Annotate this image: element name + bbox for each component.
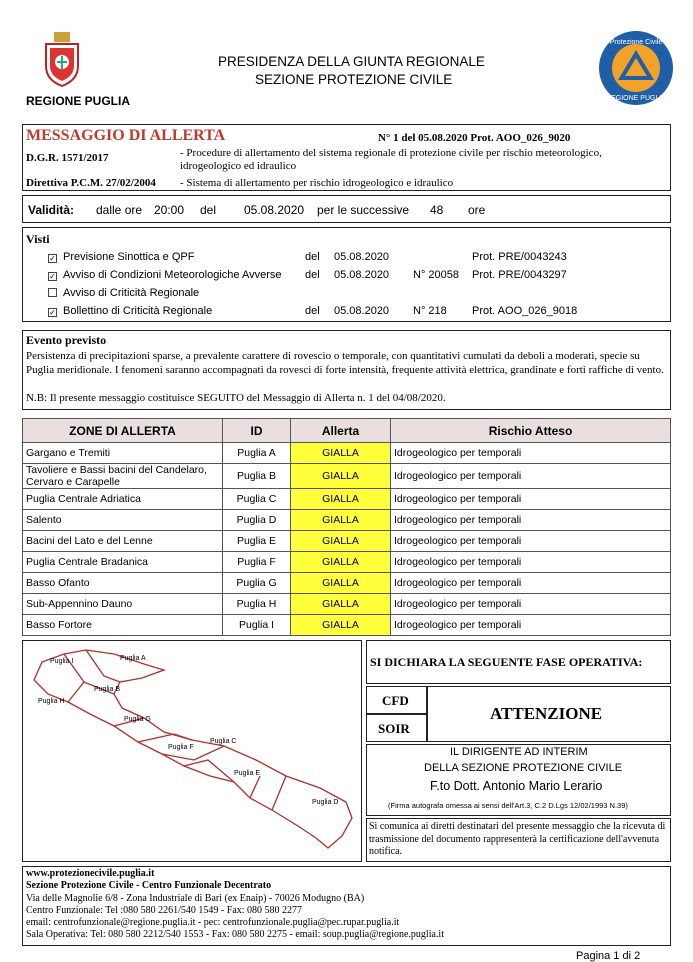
evento-heading: Evento previsto — [26, 333, 107, 347]
risk-cell: Idrogeologico per temporali — [391, 510, 671, 531]
dpcm-text: - Sistema di allertamento per rischio idrogeologico e idraulico — [180, 177, 454, 189]
alert-cell: GIALLA — [291, 573, 391, 594]
validity-date-label: del — [200, 203, 217, 217]
risk-cell: Idrogeologico per temporali — [391, 443, 671, 464]
validity-next-label: per le successive — [317, 203, 410, 217]
risk-cell: Idrogeologico per temporali — [391, 552, 671, 573]
visti-item-label: Previsione Sinottica e QPF — [63, 251, 195, 263]
footer-phone-cf: Centro Funzionale: Tel :080 580 2261/540 1549 - Fax: 080 580 2277 — [26, 905, 303, 916]
visti-row — [48, 305, 648, 319]
zone-cell: Tavoliere e Bassi bacini del Candelaro, Cervaro e Carapelle — [23, 464, 223, 489]
id-cell: Puglia D — [223, 510, 291, 531]
page-number: Pagina 1 di 2 — [576, 950, 641, 962]
zone-cell: Bacini del Lato e del Lenne — [23, 531, 223, 552]
signer-line1: IL DIRIGENTE AD INTERIM — [450, 746, 588, 758]
col-alert-header: Allerta — [291, 419, 391, 443]
table-row — [23, 489, 671, 510]
col-id-header: ID — [223, 419, 291, 443]
visti-item-prot: Prot. PRE/0043297 — [472, 269, 567, 281]
table-row — [23, 510, 671, 531]
table-row — [23, 573, 671, 594]
visti-item-del: del — [305, 269, 320, 281]
checkbox-checked: ✓ — [49, 272, 56, 281]
visti-item-date: 05.08.2020 — [334, 269, 390, 281]
visti-heading: Visti — [26, 232, 50, 246]
seal-top-text: Protezione Civile — [609, 39, 663, 46]
visti-item-del: del — [305, 251, 320, 263]
header-title-line2: SEZIONE PROTEZIONE CIVILE — [255, 72, 453, 87]
id-cell: Puglia A — [223, 443, 291, 464]
table-row — [23, 615, 671, 636]
visti-row — [48, 251, 648, 265]
evento-text: Persistenza di precipitazioni sparse, a prevalente carattere di rovescio o temporale, con quantitativi cumulati da deboli a moderati, specie su Puglia meridionale. I fenomeni saranno accompagnati da rovesci di forte intensità, frequente attività elettrica, grandinate e forti raffiche di vento. — [26, 350, 664, 376]
visti-item-date: 05.08.2020 — [334, 251, 390, 263]
signer-note: (Firma autografa omessa ai sensi dell'Art.3, C.2 D.Lgs 12/02/1993 N.39) — [388, 801, 628, 810]
alert-cell: GIALLA — [291, 594, 391, 615]
map-label: Puglia B — [94, 686, 121, 693]
phase-cfd: CFD — [382, 693, 409, 708]
zone-cell: Puglia Centrale Bradanica — [23, 552, 223, 573]
signer-line2: DELLA SEZIONE PROTEZIONE CIVILE — [424, 762, 623, 774]
dgr-label: D.G.R. 1571/2017 — [26, 152, 109, 164]
signer-name: F.to Dott. Antonio Mario Lerario — [430, 779, 603, 793]
validity-label: Validità: — [28, 203, 75, 217]
protezione-civile-seal — [598, 30, 674, 106]
phase-soir: SOIR — [378, 721, 410, 736]
visti-item-num: N° 218 — [413, 305, 447, 317]
id-cell: Puglia C — [223, 489, 291, 510]
visti-row — [48, 287, 648, 301]
zone-cell: Salento — [23, 510, 223, 531]
region-logo-label: REGIONE PUGLIA — [26, 94, 131, 108]
id-cell: Puglia F — [223, 552, 291, 573]
zone-cell: Basso Fortore — [23, 615, 223, 636]
table-row — [23, 552, 671, 573]
visti-item-label: Avviso di Criticità Regionale — [63, 287, 200, 299]
map-label: Puglia D — [312, 799, 339, 806]
footer-website: www.protezionecivile.puglia.it — [26, 868, 155, 879]
dgr-text: - Procedure di allertamento del sistema regionale di protezione civile per rischio meteorologico, idrogeologico ed idraulico — [180, 147, 602, 172]
zones-table — [22, 418, 671, 636]
message-number: N° 1 del 05.08.2020 Prot. AOO_026_9020 — [378, 132, 571, 144]
visti-item-label: Bollettino di Criticità Regionale — [63, 305, 213, 317]
risk-cell: Idrogeologico per temporali — [391, 615, 671, 636]
risk-cell: Idrogeologico per temporali — [391, 464, 671, 489]
table-row — [23, 531, 671, 552]
risk-cell: Idrogeologico per temporali — [391, 531, 671, 552]
map-label: Puglia E — [234, 770, 261, 777]
validity-hours-label: ore — [468, 203, 486, 217]
map-label: Puglia H — [38, 698, 65, 705]
table-row — [23, 594, 671, 615]
alert-cell: GIALLA — [291, 552, 391, 573]
zone-cell: Sub-Appennino Dauno — [23, 594, 223, 615]
zone-cell: Puglia Centrale Adriatica — [23, 489, 223, 510]
dpcm-label: Direttiva P.C.M. 27/02/2004 — [26, 177, 156, 189]
validity-from-label: dalle ore — [96, 203, 143, 217]
checkbox-checked: ✓ — [49, 254, 56, 263]
table-row — [23, 443, 671, 464]
alert-cell: GIALLA — [291, 443, 391, 464]
map-label: Puglia G — [124, 716, 151, 723]
header-title-line1: PRESIDENZA DELLA GIUNTA REGIONALE — [218, 54, 485, 69]
map-label: Puglia A — [120, 655, 146, 662]
table-row — [23, 464, 671, 489]
risk-cell: Idrogeologico per temporali — [391, 594, 671, 615]
footer-address: Via delle Magnolie 6/8 - Zona Industriale di Bari (ex Enaip) - 70026 Modugno (BA) — [26, 893, 365, 904]
phase-divider-horizontal — [366, 713, 427, 715]
visti-item-date: 05.08.2020 — [334, 305, 390, 317]
visti-item-num: N° 20058 — [413, 269, 459, 281]
footer-phone-so: Sala Operativa: Tel: 080 580 2212/540 1553 - Fax: 080 580 2275 - email: soup.puglia@regione.puglia.it — [26, 929, 444, 940]
validity-date: 05.08.2020 — [244, 203, 305, 217]
phase-heading: SI DICHIARA LA SEGUENTE FASE OPERATIVA: — [370, 655, 643, 669]
alert-cell: GIALLA — [291, 615, 391, 636]
id-cell: Puglia G — [223, 573, 291, 594]
checkbox-unchecked — [48, 288, 57, 297]
checkbox-checked: ✓ — [49, 308, 56, 317]
seal-bottom-text: REGIONE PUGLIA — [606, 95, 666, 102]
visti-item-del: del — [305, 305, 320, 317]
col-risk-header: Rischio Atteso — [391, 419, 671, 443]
col-zone-header: ZONE DI ALLERTA — [23, 419, 223, 443]
evento-note: N.B: Il presente messaggio costituisce SEGUITO del Messaggio di Allerta n. 1 del 04/08/2020. — [26, 392, 446, 404]
id-cell: Puglia I — [223, 615, 291, 636]
validity-time: 20:00 — [154, 203, 185, 217]
alert-cell: GIALLA — [291, 510, 391, 531]
phase-value: ATTENZIONE — [490, 704, 603, 723]
region-logo — [40, 32, 84, 88]
id-cell: Puglia H — [223, 594, 291, 615]
visti-item-prot: Prot. PRE/0043243 — [472, 251, 567, 263]
validity-hours: 48 — [430, 203, 444, 217]
visti-row — [48, 269, 648, 283]
zone-cell: Gargano e Tremiti — [23, 443, 223, 464]
footer-email-cf: email: centrofunzionale@regione.puglia.it - pec: centrofunzionale.puglia@pec.rupar.puglia.it — [26, 917, 400, 928]
id-cell: Puglia E — [223, 531, 291, 552]
alert-cell: GIALLA — [291, 531, 391, 552]
alert-cell: GIALLA — [291, 464, 391, 489]
alert-cell: GIALLA — [291, 489, 391, 510]
zone-cell: Basso Ofanto — [23, 573, 223, 594]
footer-org: Sezione Protezione Civile - Centro Funzionale Decentrato — [26, 880, 272, 891]
notice-text: Si comunica ai diretti destinatari del presente messaggio che la ricevuta di trasmissione del documento rappresenterà la certificazione dell'avvenuta notifica. — [369, 821, 666, 857]
risk-cell: Idrogeologico per temporali — [391, 489, 671, 510]
risk-cell: Idrogeologico per temporali — [391, 573, 671, 594]
map-label: Puglia F — [168, 744, 194, 751]
zones-table-header — [23, 419, 671, 443]
visti-item-prot: Prot. AOO_026_9018 — [472, 305, 578, 317]
map-label: Puglia C — [210, 738, 237, 745]
map-label: Puglia I — [50, 658, 74, 665]
visti-item-label: Avviso di Condizioni Meteorologiche Avverse — [63, 269, 282, 281]
message-title: MESSAGGIO DI ALLERTA — [26, 127, 226, 144]
id-cell: Puglia B — [223, 464, 291, 489]
map-labels — [24, 642, 360, 860]
